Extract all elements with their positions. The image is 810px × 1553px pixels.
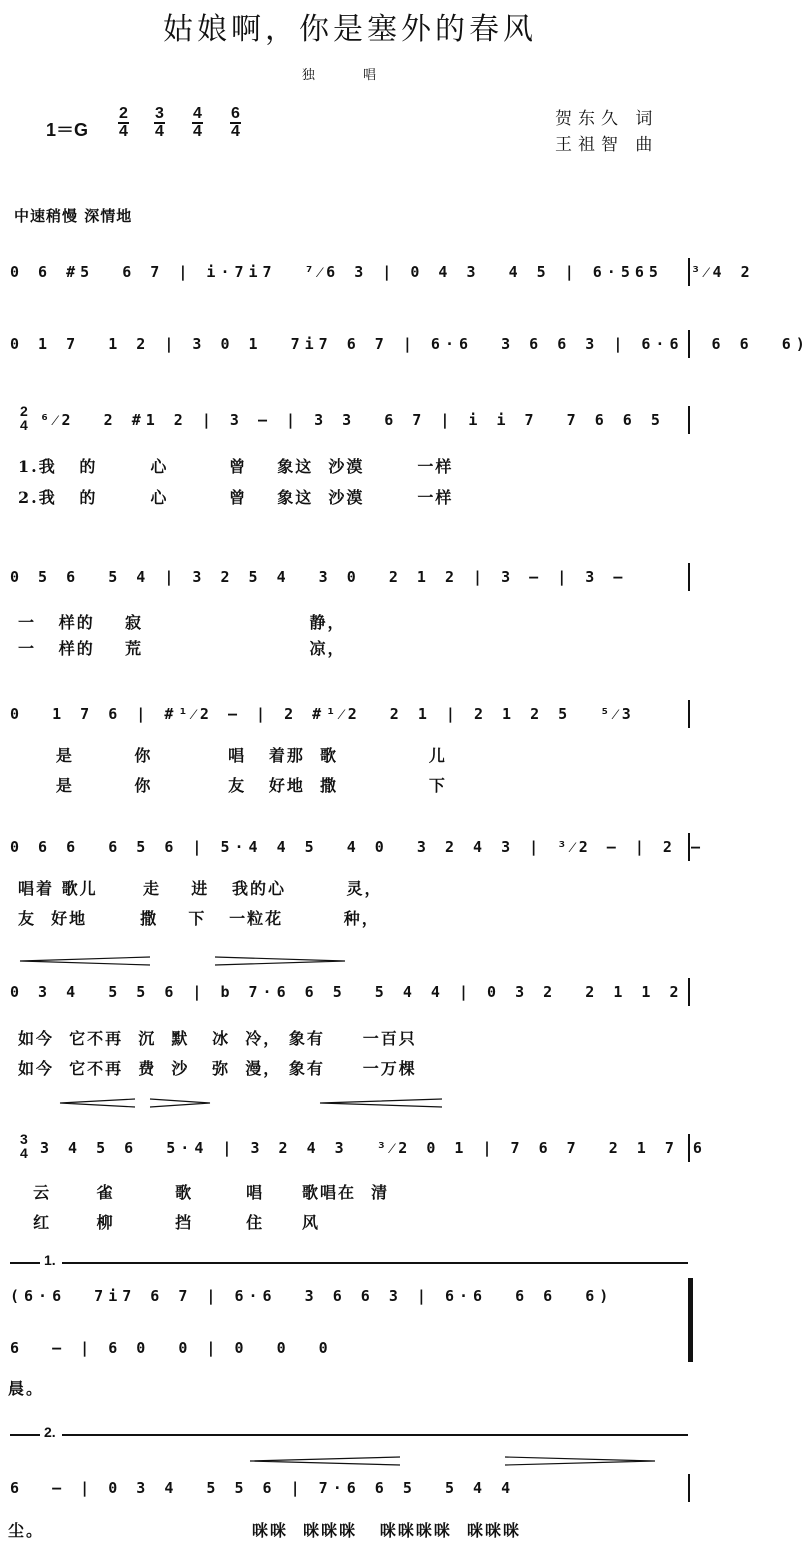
- notation-line-4: 0 5 6 5 4 | 3 2 5 4 3 0 2 1 2 | 3 — | 3 —: [10, 563, 690, 591]
- notation-line-1: 0 6 #5 6 7 | i·7i7 ⁷⁄6 3 | 0 4 3 4 5 | 6·565 ³⁄4 2: [10, 258, 690, 286]
- lyric-line-verse-2: 是 你 友 好地 撒 下: [18, 776, 447, 795]
- volta-bracket-1: [10, 1262, 40, 1264]
- notation-line-5: 0 1 7 6 | #¹⁄2 — | 2 #¹⁄2 2 1 | 2 1 2 5 ⁵⁄3: [10, 700, 690, 728]
- decrescendo-hairpin: [215, 956, 345, 966]
- second-ending-label: 2.: [44, 1424, 56, 1440]
- ending-lyric-1: 晨。: [8, 1379, 45, 1398]
- decrescendo-hairpin: [150, 1098, 210, 1108]
- notation-line-10: 6 — | 6 0 0 | 0 0 0: [10, 1334, 690, 1362]
- lyric-line-verse-1: 一 样的 寂 静，: [18, 613, 346, 632]
- notation-line-6: 0 6 6 6 5 6 | 5·4 4 5 4 0 3 2 4 3 | ³⁄2 — | 2 —: [10, 833, 690, 861]
- notation-line-8: 3 4 5 6 5·4 | 3 2 4 3 ³⁄2 0 1 | 7 6 7 2 1 7 6: [40, 1134, 690, 1162]
- first-ending-label: 1.: [44, 1252, 56, 1268]
- time-signature: 2 4: [20, 403, 28, 433]
- notation-line-11: 6 — | 0 3 4 5 5 6 | 7·6 6 5 5 4 4: [10, 1474, 690, 1502]
- notation-line-3: ⁶⁄2 2 #1 2 | 3 — | 3 3 6 7 | i i 7 7 6 6 5: [40, 406, 690, 434]
- lyric-line-verse-1: 是 你 唱 着那 歌 儿: [18, 746, 447, 765]
- performance-type: 独 唱: [301, 68, 399, 83]
- lyric-line-verse-1: 唱着 歌儿 走 进 我的心 灵，: [18, 879, 383, 898]
- crescendo-hairpin: [60, 1098, 135, 1108]
- lyric-line-verse-1: 1.我 的 心 曾 象这 沙漠 一样: [18, 457, 454, 476]
- lyric-line-verse-2: 一 样的 荒 凉，: [18, 639, 346, 658]
- notation-line-7: 0 3 4 5 5 6 | b 7·6 6 5 5 4 4 | 0 3 2 2 1 1 2: [10, 978, 690, 1006]
- volta-bracket-2: [10, 1434, 40, 1436]
- meter-1: $\frac{2}{4}$: [119, 105, 128, 140]
- lyric-line-verse-1: 云 雀 歌 唱 歌唱在 清: [18, 1183, 390, 1202]
- ending-lyric-2: 尘。: [8, 1521, 45, 1540]
- notation-line-2: 0 1 7 1 2 | 3 0 1 7i7 6 7 | 6·6 3 6 6 3 | 6·6 6 6 6): [10, 330, 690, 358]
- meter-2: $\frac{3}{4}$: [155, 105, 164, 140]
- volta-bracket-1-line: [62, 1262, 688, 1264]
- lyric-line-verse-2: 如今 它不再 费 沙 弥 漫， 象有 一万棵: [18, 1059, 417, 1078]
- tempo-marking: 中速稍慢 深情地: [14, 207, 133, 225]
- notation-line-9: (6·6 7i7 6 7 | 6·6 3 6 6 3 | 6·6 6 6 6): [10, 1282, 690, 1310]
- volta-bracket-2-line: [62, 1434, 688, 1436]
- crescendo-hairpin: [320, 1098, 442, 1108]
- time-signature: 3 4: [20, 1131, 28, 1161]
- lyricist-credit: 贺东久 词: [555, 109, 659, 129]
- crescendo-hairpin: [20, 956, 150, 966]
- song-title: 姑娘啊，你是塞外的春风: [163, 12, 537, 47]
- lyric-line-verse-2: 红 柳 挡 住 风: [18, 1213, 320, 1232]
- lyric-line-verse-2: 友 好地 撒 下 一粒花 种，: [18, 909, 380, 928]
- key-signature: 1＝G: [46, 120, 89, 140]
- humming-syllables: 咪咪 咪咪咪 咪咪咪咪 咪咪咪: [252, 1521, 521, 1540]
- lyric-line-verse-1: 如今 它不再 沉 默 冰 冷， 象有 一百只: [18, 1029, 417, 1048]
- repeat-end-barline: [688, 1278, 693, 1362]
- lyric-line-verse-2: 2.我 的 心 曾 象这 沙漠 一样: [18, 488, 454, 507]
- meter-4: $\frac{6}{4}$: [231, 105, 240, 140]
- decrescendo-hairpin: [505, 1456, 655, 1466]
- meter-3: $\frac{4}{4}$: [193, 105, 202, 140]
- crescendo-hairpin: [250, 1456, 400, 1466]
- composer-credit: 王祖智 曲: [555, 135, 659, 155]
